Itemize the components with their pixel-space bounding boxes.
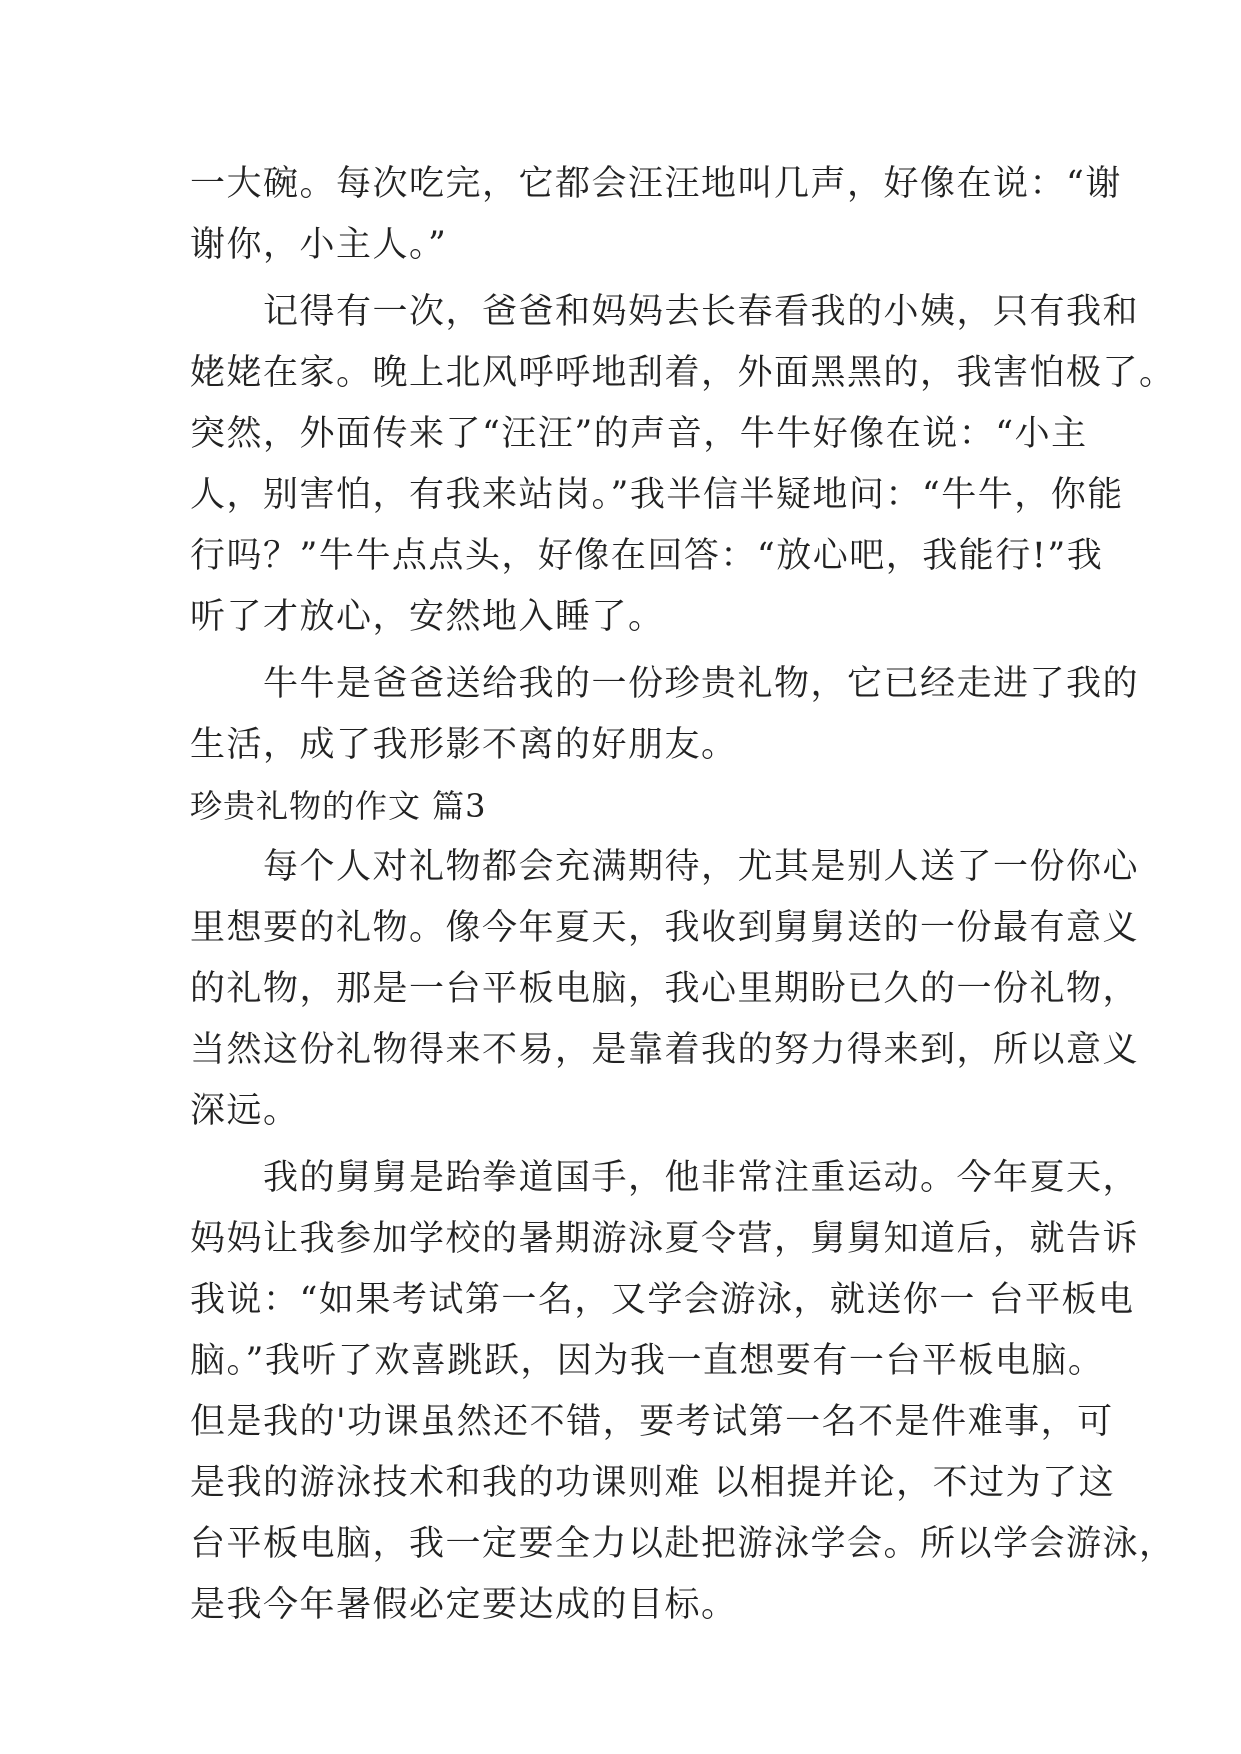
paragraph-line: 是我今年暑假必定要达成的目标。 [190, 1585, 738, 1625]
paragraph-line: 当然这份礼物得来不易，是靠着我的努力得来到，所以意义 [190, 1030, 1140, 1070]
paragraph-line: 行吗？”牛牛点点头，好像在回答：“放心吧，我能行!”我 [190, 536, 1104, 576]
paragraph-line: 谢你，小主人。” [190, 225, 448, 265]
paragraph-line: 每个人对礼物都会充满期待，尤其是别人送了一份你心 [190, 847, 1140, 887]
section-heading: 珍贵礼物的作文 篇3 [190, 787, 487, 825]
paragraph-line: 深远。 [190, 1091, 300, 1131]
paragraph-line: 里想要的礼物。像今年夏天，我收到舅舅送的一份最有意义 [190, 908, 1140, 948]
paragraph-line: 台平板电脑，我一定要全力以赴把游泳学会。所以学会游泳， [190, 1524, 1176, 1564]
paragraph-line: 生活，成了我形影不离的好朋友。 [190, 725, 738, 765]
paragraph-line: 突然，外面传来了“汪汪”的声音，牛牛好像在说：“小主 [190, 414, 1088, 454]
paragraph-line: 记得有一次，爸爸和妈妈去长春看我的小姨，只有我和 [190, 292, 1140, 332]
paragraph-line: 姥姥在家。晚上北风呼呼地刮着，外面黑黑的，我害怕极了。 [190, 353, 1176, 393]
paragraph-line: 牛牛是爸爸送给我的一份珍贵礼物，它已经走进了我的 [190, 664, 1140, 704]
paragraph-line: 听了才放心，安然地入睡了。 [190, 597, 665, 637]
paragraph-line: 妈妈让我参加学校的暑期游泳夏令营，舅舅知道后，就告诉 [190, 1219, 1140, 1259]
paragraph-line: 一大碗。每次吃完，它都会汪汪地叫几声，好像在说：“谢 [190, 164, 1122, 204]
paragraph-line: 我说：“如果考试第一名，又学会游泳，就送你一 台平板电 [190, 1280, 1135, 1320]
paragraph-line: 的礼物，那是一台平板电脑，我心里期盼已久的一份礼物， [190, 969, 1140, 1009]
paragraph-line: 但是我的'功课虽然还不错，要考试第一名不是件难事，可 [190, 1402, 1114, 1442]
paragraph-line: 是我的游泳技术和我的功课则难 以相提并论，不过为了这 [190, 1463, 1116, 1503]
paragraph-line: 人，别害怕，有我来站岗。”我半信半疑地问：“牛牛，你能 [190, 475, 1124, 515]
document-page [190, 154, 1176, 1636]
paragraph-line: 脑。”我听了欢喜跳跃，因为我一直想要有一台平板电脑。 [190, 1341, 1105, 1381]
paragraph-line: 我的舅舅是跆拳道国手，他非常注重运动。今年夏天， [190, 1158, 1140, 1198]
